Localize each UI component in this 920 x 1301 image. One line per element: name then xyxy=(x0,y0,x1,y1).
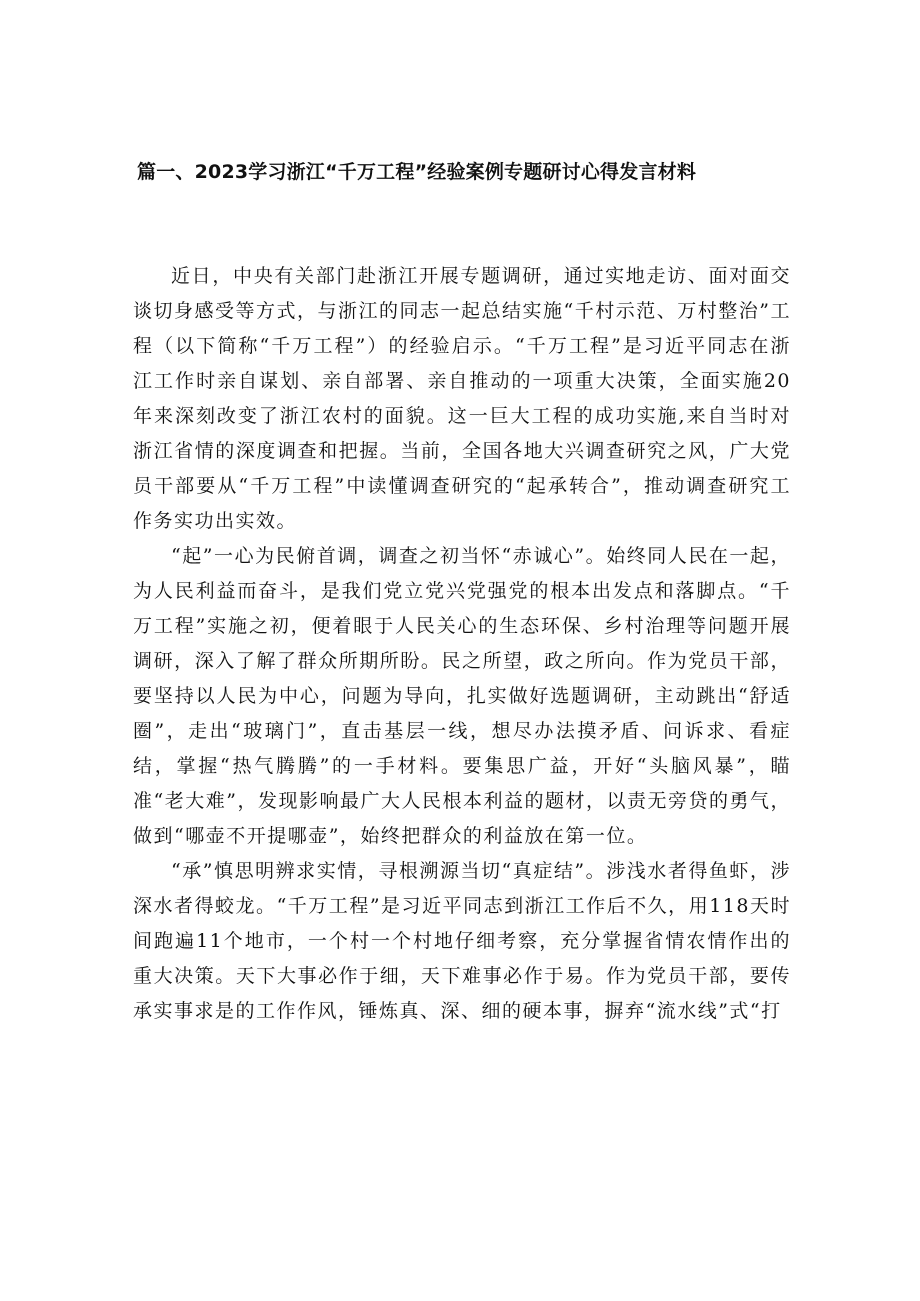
paragraph-intro: 近日，中央有关部门赴浙江开展专题调研，通过实地走访、面对面交谈切身感受等方式，与浙江的同志一起总结实施“千村示范、万村整治”工程（以下简称“千万工程”）的经验启示。“千万工程”是习近平同志在浙江工作时亲自谋划、亲自部署、亲自推动的一项重大决策，全面实施20年来深刻改变了浙江农村的面貌。这一巨大工程的成功实施,来自当时对浙江省情的深度调查和把握。当前，全国各地大兴调查研究之风，广大党员干部要从“千万工程”中读懂调查研究的“起承转合”，推动调查研究工作务实功出实效。 xyxy=(133,265,791,532)
paragraph-qi: “起”一心为民俯首调，调查之初当怀“赤诚心”。始终同人民在一起，为人民利益而奋斗，是我们党立党兴党强党的根本出发点和落脚点。“千万工程”实施之初，便着眼于人民关心的生态环保、乡村治理等问题开展调研，深入了解了群众所期所盼。民之所望，政之所向。作为党员干部，要坚持以人民为中心，问题为导向，扎实做好选题调研，主动跳出“舒适圈”，走出“玻璃门”，直击基层一线，想尽办法摸矛盾、问诉求、看症结，掌握“热气腾腾”的一手材料。要集思广益，开好“头脑风暴”，瞄准“老大难”，发现影响最广大人民根本利益的题材，以责无旁贷的勇气，做到“哪壶不开提哪壶”，始终把群众的利益放在第一位。 xyxy=(133,545,791,847)
paragraph-cheng: “承”慎思明辨求实情，寻根溯源当切“真症结”。涉浅水者得鱼虾，涉深水者得蛟龙。“千万工程”是习近平同志到浙江工作后不久，用118天时间跑遍11个地市，一个村一个村地仔细考察，充分掌握省情农情作出的重大决策。天下大事必作于细，天下难事必作于易。作为党员干部，要传承实事求是的工作作风，锤炼真、深、细的硬本事，摒弃“流水线”式“打 xyxy=(133,860,791,1022)
document-body xyxy=(133,259,791,1029)
document-title: 篇一、2023学习浙江“千万工程”经验案例专题研讨心得发言材料 xyxy=(137,161,697,183)
